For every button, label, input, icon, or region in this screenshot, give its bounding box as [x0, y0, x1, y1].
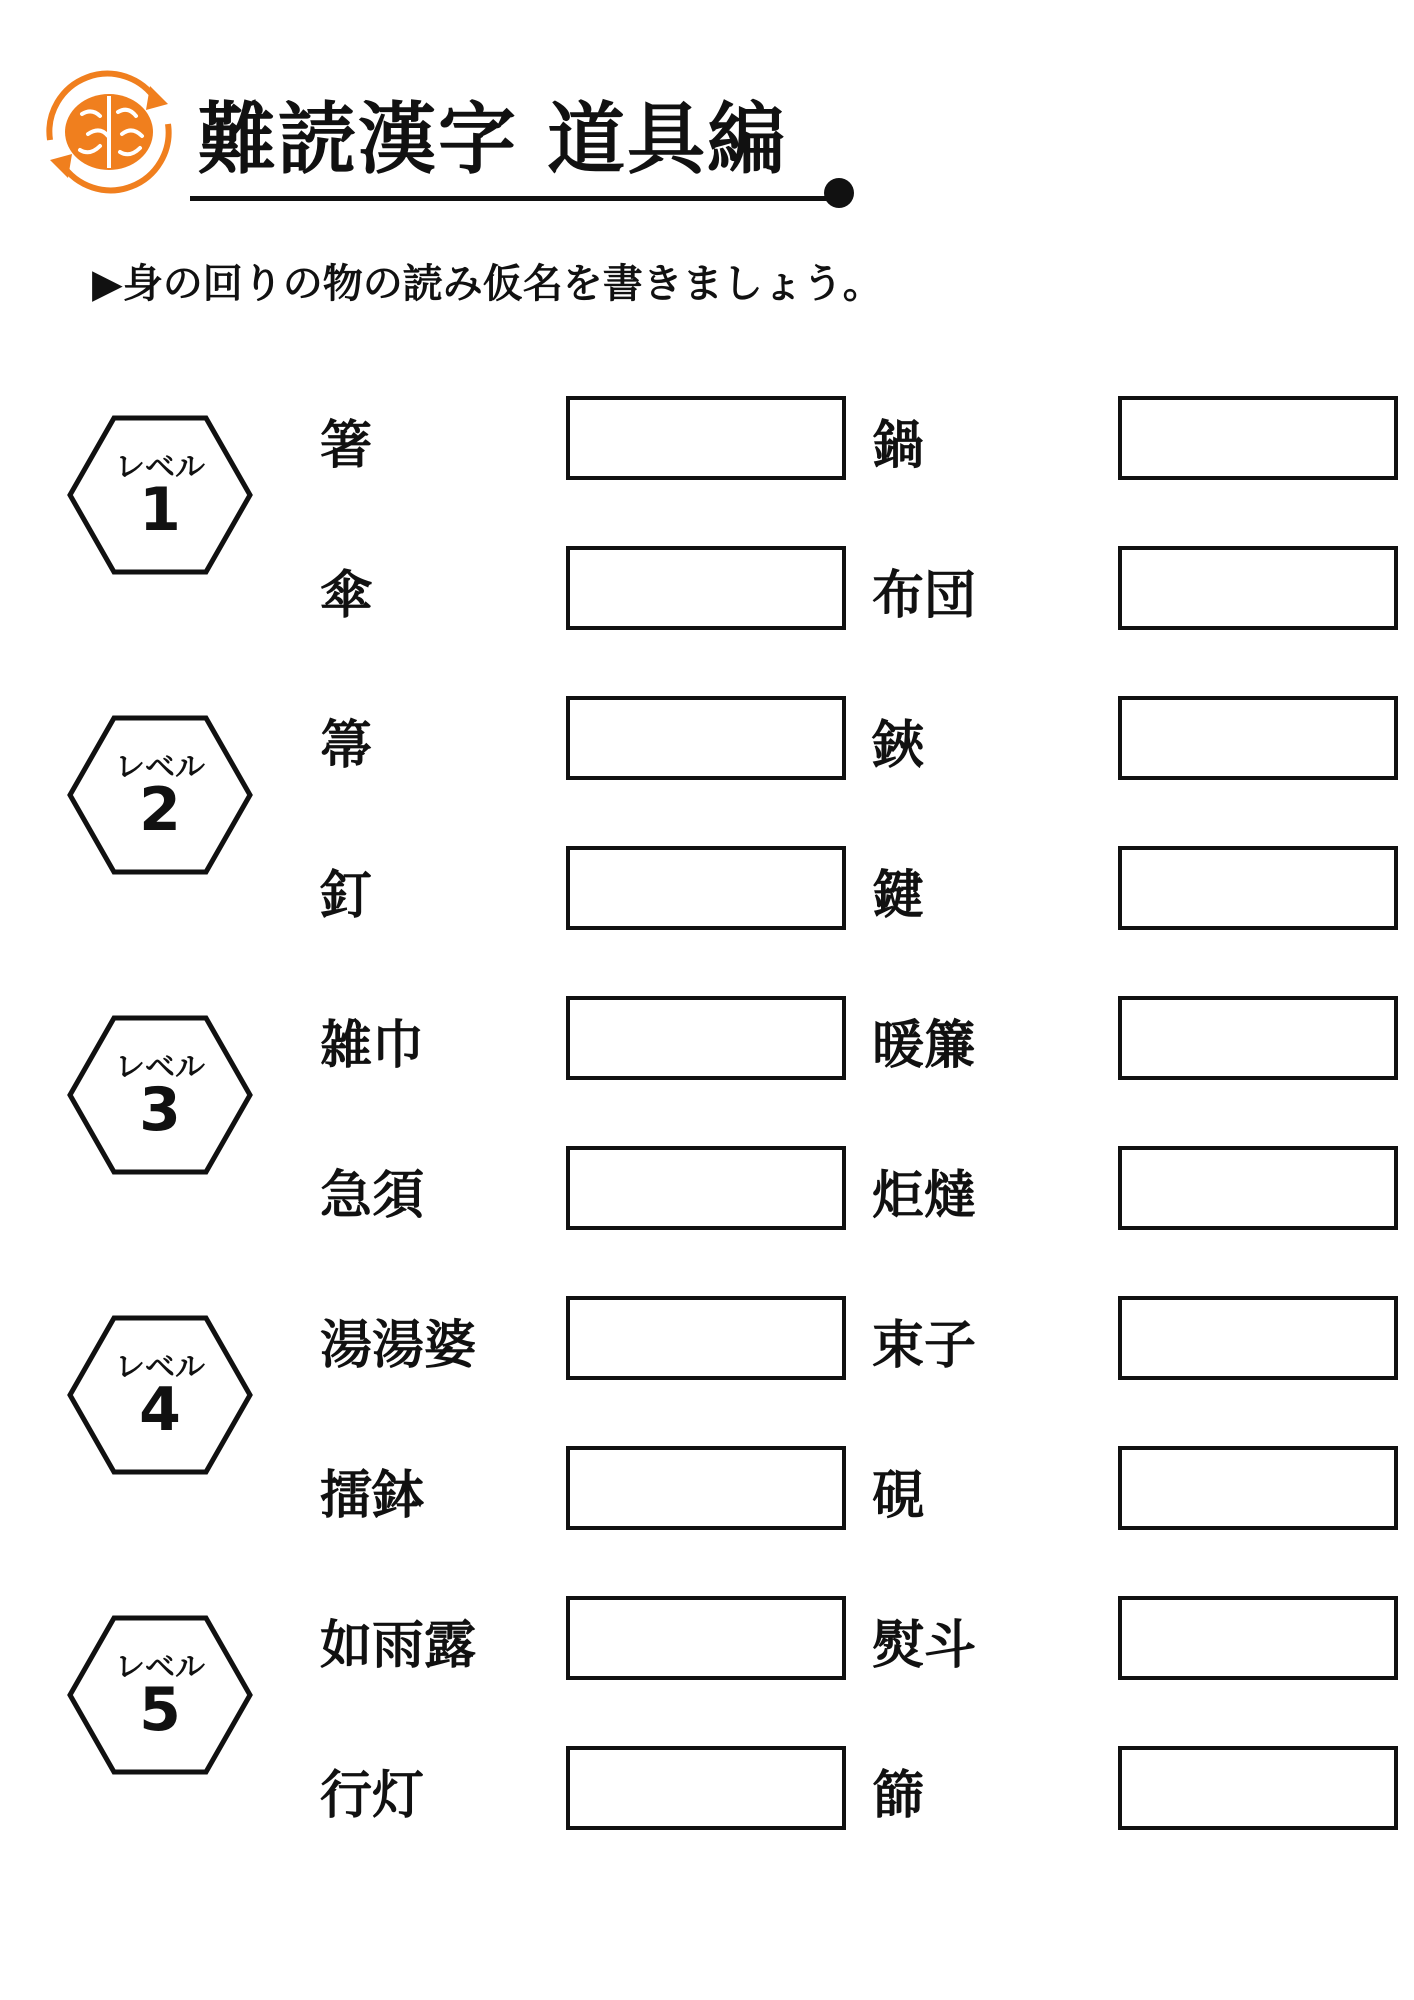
answer-box[interactable] [1118, 1746, 1398, 1830]
answer-box[interactable] [1118, 1596, 1398, 1680]
level-badge [66, 714, 254, 876]
kanji-word: 鍵 [872, 866, 925, 926]
kanji-word: 束子 [872, 1316, 977, 1376]
kanji-word: 如雨露 [320, 1616, 477, 1676]
answer-box[interactable] [566, 846, 846, 930]
title-underline-dot [824, 178, 854, 208]
level-number: 2 [139, 775, 181, 845]
answer-box[interactable] [1118, 1446, 1398, 1530]
answer-box[interactable] [566, 696, 846, 780]
answer-box[interactable] [566, 996, 846, 1080]
kanji-word: 鍋 [872, 416, 925, 476]
answer-box[interactable] [566, 546, 846, 630]
level-label: レベル [115, 450, 205, 485]
answer-box[interactable] [566, 1446, 846, 1530]
level-badge [66, 1314, 254, 1476]
answer-box[interactable] [566, 1146, 846, 1230]
kanji-word: 箒 [320, 716, 373, 776]
kanji-word: 擂鉢 [320, 1466, 425, 1526]
answer-box[interactable] [1118, 846, 1398, 930]
kanji-word: 釘 [320, 866, 373, 926]
level-number: 3 [139, 1075, 181, 1145]
kanji-word: 篩 [872, 1766, 925, 1826]
level-number: 4 [139, 1375, 181, 1445]
level-badge [66, 1614, 254, 1776]
kanji-word: 急須 [320, 1166, 425, 1226]
kanji-word: 湯湯婆 [320, 1316, 477, 1376]
level-badge [66, 414, 254, 576]
kanji-word: 暖簾 [872, 1016, 977, 1076]
answer-box[interactable] [1118, 1296, 1398, 1380]
level-badge [66, 1014, 254, 1176]
level-label: レベル [115, 1050, 205, 1085]
level-label: レベル [115, 1350, 205, 1385]
title-underline [190, 196, 840, 201]
answer-box[interactable] [1118, 996, 1398, 1080]
kanji-word: 雑巾 [320, 1016, 425, 1076]
kanji-word: 炬燵 [872, 1166, 977, 1226]
level-label: レベル [115, 750, 205, 785]
kanji-word: 行灯 [320, 1766, 425, 1826]
answer-box[interactable] [1118, 696, 1398, 780]
brain-logo-icon [28, 62, 190, 202]
kanji-word: 布団 [872, 566, 977, 626]
answer-box[interactable] [1118, 546, 1398, 630]
level-label: レベル [115, 1650, 205, 1685]
kanji-word: 硯 [872, 1466, 925, 1526]
level-number: 1 [139, 475, 181, 545]
answer-box[interactable] [1118, 1146, 1398, 1230]
instruction-text: ▶身の回りの物の読み仮名を書きましょう。 [92, 261, 883, 307]
kanji-word: 傘 [320, 566, 373, 626]
page-title: 難読漢字 道具編 [198, 95, 788, 185]
answer-box[interactable] [566, 1746, 846, 1830]
answer-box[interactable] [566, 396, 846, 480]
answer-box[interactable] [566, 1596, 846, 1680]
answer-box[interactable] [566, 1296, 846, 1380]
level-number: 5 [139, 1675, 181, 1745]
kanji-word: 箸 [320, 416, 373, 476]
kanji-word: 鋏 [872, 716, 925, 776]
kanji-word: 熨斗 [872, 1616, 977, 1676]
answer-box[interactable] [1118, 396, 1398, 480]
